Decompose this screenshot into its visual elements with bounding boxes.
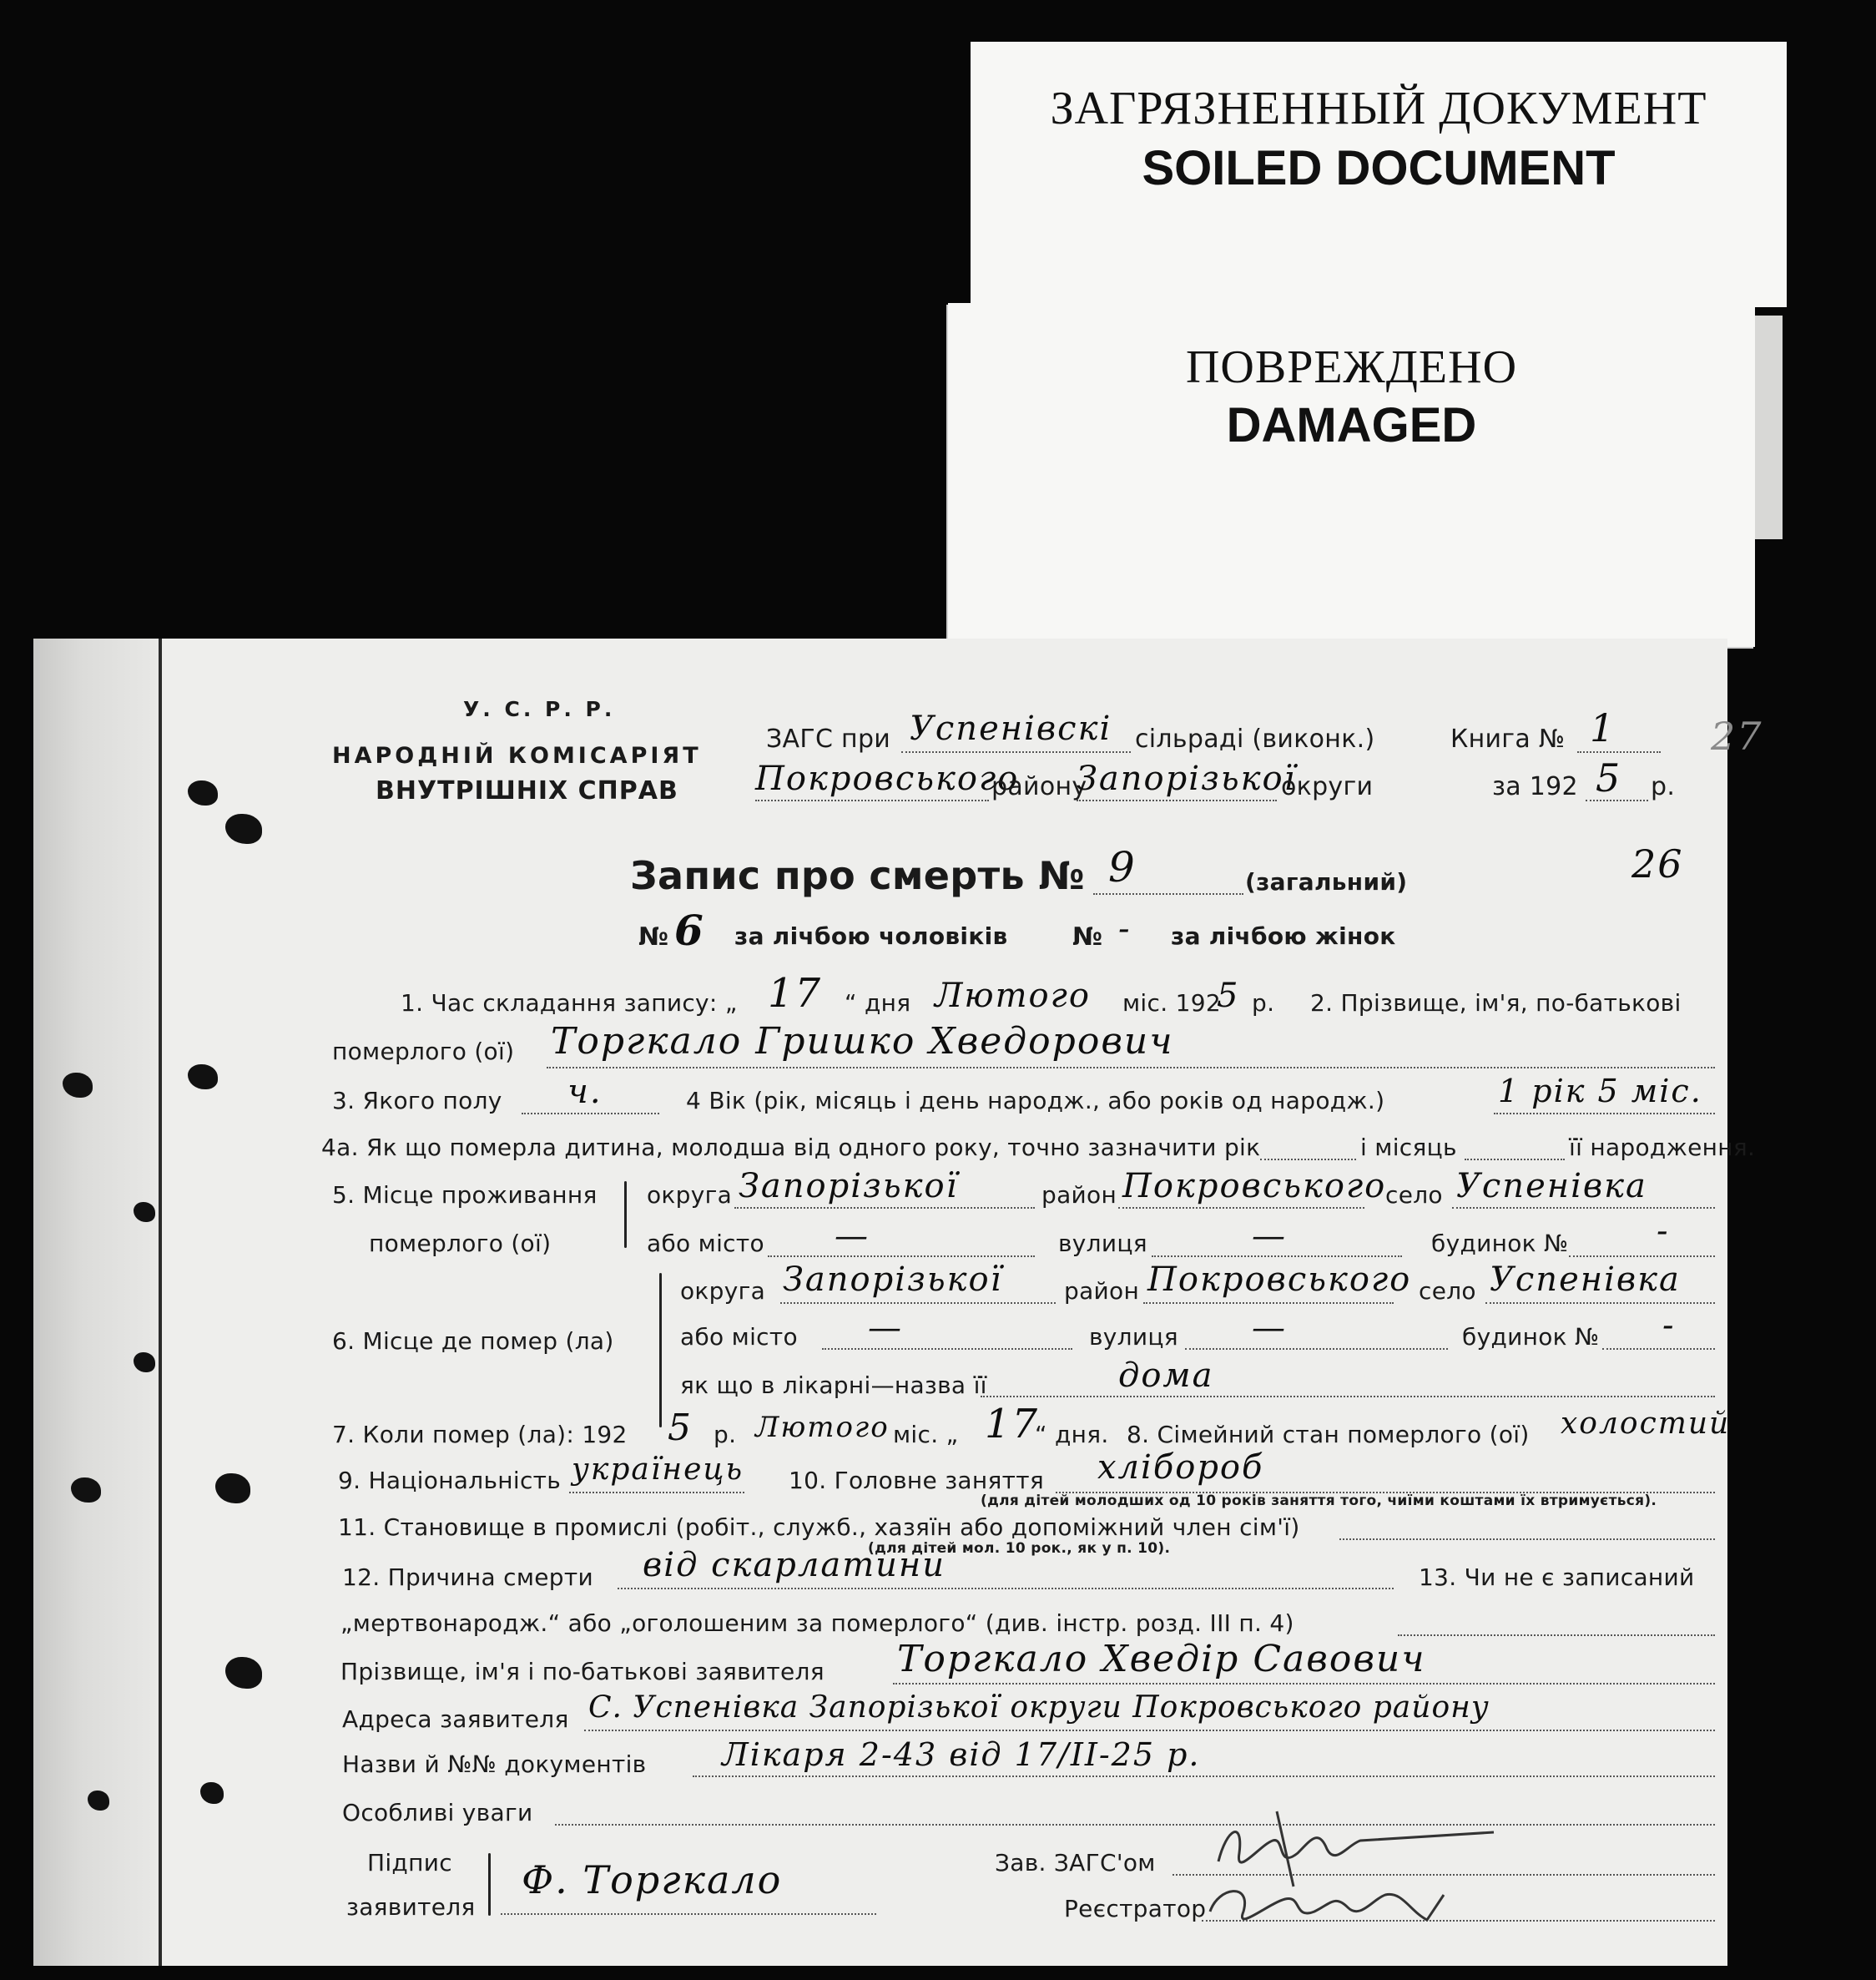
field-8-value: холостий (1561, 1407, 1731, 1441)
field-7-r: р. (714, 1421, 737, 1448)
record-heading: Запис про смерть № (630, 853, 1085, 898)
deceased-name: Торгкало Гришко Хведорович (551, 1020, 1174, 1063)
okruga-dots (1077, 800, 1277, 801)
field-5-vul-dots (1152, 1255, 1402, 1257)
men-number-value: 6 (674, 906, 705, 955)
damaged-label-en: DAMAGED (1226, 398, 1477, 452)
rayon-label: району (991, 772, 1087, 801)
field-3-value: ч. (567, 1073, 603, 1111)
deceased-dots (547, 1067, 1715, 1068)
field-10-value: хлібороб (1097, 1448, 1264, 1487)
documents-label: Назви й №№ документів (342, 1750, 647, 1778)
zags-label: ЗАГС при (766, 725, 891, 754)
field-12-dots (618, 1588, 1394, 1589)
field-6-hospital: дома (1118, 1356, 1214, 1395)
field-5-vul-label: вулиця (1058, 1230, 1147, 1257)
soiled-label-ru: ЗАГРЯЗНЕННЫЙ ДОКУМЕНТ (1050, 83, 1707, 134)
women-number-prefix: № (1072, 922, 1103, 952)
field-8-label: 8. Сімейний стан померлого (ої) (1127, 1421, 1530, 1448)
zags-value: Успенівскі (910, 710, 1112, 748)
record-number-dots (1093, 893, 1243, 895)
binding-strip (33, 639, 162, 1966)
field-12-value: від скарлатини (643, 1546, 946, 1584)
book-label: Книга № (1450, 725, 1566, 754)
field-6-misto-label: або місто (680, 1323, 798, 1351)
applicant-label: Прізвище, ім'я і по-батькові заявителя (340, 1658, 825, 1685)
okruga-label: округи (1281, 772, 1374, 801)
field-5-okruga-dots (734, 1207, 1035, 1209)
field-5-bud: - (1657, 1212, 1670, 1250)
field-5-label-2: померлого (ої) (369, 1230, 552, 1257)
field-7-label: 7. Коли помер (ла): 192 (332, 1421, 628, 1448)
field-5-misto-label: або місто (647, 1230, 764, 1257)
field-3-label: 3. Якого полу (332, 1087, 502, 1114)
deceased-label: померлого (ої) (332, 1038, 515, 1065)
field-6-okruga-dots (780, 1302, 1056, 1304)
field-1-year-label: міс. 192 (1122, 989, 1221, 1017)
field-5-selo: Успенівка (1456, 1167, 1647, 1205)
field-9-value: українець (572, 1452, 744, 1487)
field-1-year: 5 (1217, 977, 1240, 1015)
documents-dots (693, 1775, 1715, 1777)
republic-label: У. С. Р. Р. (463, 697, 616, 721)
field-7-year: 5 (668, 1407, 693, 1449)
year-suffix: р. (1651, 772, 1676, 801)
field-5-label-1: 5. Місце проживання (332, 1181, 598, 1209)
field-6-vul: — (1252, 1309, 1287, 1347)
field-5-rayon-dots (1118, 1207, 1364, 1209)
signature-bracket (488, 1853, 491, 1916)
field-6-rayon: Покровського (1147, 1260, 1412, 1299)
field-5-vul: — (1252, 1217, 1287, 1255)
zags-head-signature (1193, 1795, 1544, 1945)
notes-label: Особливі уваги (342, 1799, 533, 1826)
side-number: 26 (1631, 841, 1684, 886)
field-6-okruga: Запорізької (783, 1260, 1003, 1299)
signature-label-2: заявителя (346, 1893, 476, 1921)
damaged-label-ru: ПОВРЕЖДЕНО (1185, 341, 1518, 393)
field-4a-label: 4а. Як що померла дитина, молодша від одного року, точно зазначити рік (321, 1134, 1261, 1161)
men-number-label: за лічбою чоловіків (734, 922, 1008, 950)
women-number-value: - (1118, 910, 1132, 948)
field-2-label: 2. Прізвище, ім'я, по-батькові (1310, 989, 1682, 1017)
field-7-mis: міс. „ (893, 1421, 959, 1448)
okruga-value: Запорізької (1077, 760, 1297, 798)
field-6-bud: - (1662, 1306, 1676, 1345)
field-6-vul-dots (1185, 1348, 1448, 1350)
field-7-month: Лютого (755, 1411, 890, 1444)
field-6-hospital-label: як що в лікарні—назва її (680, 1371, 987, 1399)
year-label: за 192 (1492, 772, 1578, 801)
book-dots (1577, 751, 1661, 753)
applicant-dots (893, 1683, 1715, 1685)
field-6-bud-label: будинок № (1462, 1323, 1600, 1351)
field-6-misto-dots (822, 1348, 1072, 1350)
field-5-bud-dots (1569, 1255, 1715, 1257)
address-label: Адреса заявителя (342, 1705, 569, 1733)
field-6-hospital-dots (981, 1396, 1715, 1397)
field-9-dots (569, 1492, 744, 1493)
field-6-selo-dots (1485, 1302, 1715, 1304)
year-value: 5 (1596, 755, 1622, 801)
field-1-r: р. (1252, 989, 1275, 1017)
soiled-label-en: SOILED DOCUMENT (1142, 141, 1616, 195)
field-4a-end: її народження. (1569, 1134, 1756, 1161)
field-9-label: 9. Національність (338, 1467, 562, 1494)
field-6-misto: — (868, 1309, 903, 1347)
corner-number: 27 (1711, 714, 1763, 759)
field-5-bracket (624, 1181, 627, 1248)
field-6-bud-dots (1602, 1348, 1715, 1350)
field-11-dots (1339, 1538, 1715, 1540)
zags-dots (901, 751, 1131, 753)
field-1-day-suffix: “ дня (845, 989, 911, 1017)
field-7-day: 17 (985, 1401, 1040, 1447)
binding-hole (88, 1791, 109, 1811)
field-11-note: (для дітей мол. 10 рок., як у п. 10). (868, 1540, 1171, 1557)
address-dots (584, 1730, 1715, 1731)
field-4a-month-label: і місяць (1360, 1134, 1457, 1161)
field-1-day: 17 (768, 970, 823, 1017)
field-6-bracket (659, 1273, 662, 1427)
field-12-label: 12. Причина смерти (342, 1563, 593, 1591)
registrar-label: Реєстратор (1064, 1895, 1207, 1922)
field-1-label: 1. Час складання запису: „ (401, 989, 738, 1017)
field-5-rayon-label: район (1041, 1181, 1117, 1209)
field-6-vul-label: вулиця (1089, 1323, 1178, 1351)
field-6-rayon-dots (1143, 1302, 1394, 1304)
field-5-selo-dots (1452, 1207, 1715, 1209)
field-6-okruga-label: округа (680, 1277, 766, 1305)
women-number-label: за лічбою жінок (1171, 922, 1396, 950)
field-5-misto: — (835, 1217, 870, 1255)
record-general-label: (загальний) (1245, 868, 1408, 896)
signature-label-1: Підпис (367, 1849, 452, 1876)
field-13-label-2: „мертвонародж.“ або „оголошеним за померлого“ (див. інстр. розд. III п. 4) (340, 1609, 1294, 1637)
field-6-label: 6. Місце де помер (ла) (332, 1327, 614, 1355)
applicant-signature: Ф. Торгкало (522, 1857, 783, 1902)
field-4-label: 4 Вік (рік, місяць і день народж., або років од народж.) (686, 1087, 1385, 1114)
field-6-selo-label: село (1419, 1277, 1476, 1305)
field-6-selo: Успенівка (1490, 1260, 1681, 1299)
field-7-day-suffix: “ дня. (1035, 1421, 1109, 1448)
field-11-label: 11. Становище в промислі (робіт., служб., хазяїн або допоміжний член сім'ї) (338, 1513, 1300, 1541)
field-5-bud-label: будинок № (1431, 1230, 1569, 1257)
rayon-value: Покровського (755, 760, 1020, 798)
applicant-name: Торгкало Хведір Савович (897, 1638, 1426, 1680)
council-label: сільраді (виконк.) (1135, 725, 1375, 754)
binding-hole (134, 1352, 155, 1372)
year-dots (1586, 800, 1648, 801)
men-number-prefix: № (638, 922, 669, 952)
applicant-signature-dots (501, 1913, 876, 1915)
field-4-dots (1494, 1113, 1715, 1114)
field-10-label: 10. Головне заняття (789, 1467, 1044, 1494)
field-6-rayon-label: район (1064, 1277, 1140, 1305)
field-5-okruga-label: округа (647, 1181, 733, 1209)
zags-head-label: Зав. ЗАГС'ом (995, 1849, 1156, 1876)
field-3-dots (522, 1113, 659, 1114)
field-10-note: (для дітей молодших од 10 років заняття того, чиїми коштами їх втримується). (981, 1493, 1657, 1509)
field-4a-month-dots (1465, 1159, 1565, 1160)
field-1-month: Лютого (935, 977, 1091, 1015)
binding-hole (200, 1782, 224, 1804)
field-5-selo-label: село (1385, 1181, 1443, 1209)
rayon-dots (755, 800, 989, 801)
record-number: 9 (1108, 843, 1137, 892)
commissariat-line-1: НАРОДНІЙ КОМІСАРІЯТ (332, 743, 702, 769)
damaged-card (948, 303, 1755, 647)
documents-value: Лікаря 2-43 від 17/II-25 р. (722, 1736, 1201, 1773)
field-5-misto-dots (768, 1255, 1035, 1257)
commissariat-line-2: ВНУТРІШНІХ СПРАВ (376, 776, 678, 806)
field-13-label: 13. Чи не є записаний (1419, 1563, 1695, 1591)
binding-hole (134, 1202, 155, 1222)
field-13-dots (1398, 1634, 1715, 1636)
field-5-rayon: Покровського (1122, 1167, 1387, 1205)
address-value: С. Успенівка Запорізької округи Покровського району (588, 1690, 1490, 1725)
field-5-okruga: Запорізької (739, 1167, 959, 1205)
soiled-document-card (971, 42, 1787, 307)
field-4-value: 1 рік 5 міс. (1498, 1073, 1702, 1109)
field-4a-year-dots (1260, 1159, 1356, 1160)
book-value: 1 (1590, 705, 1616, 750)
